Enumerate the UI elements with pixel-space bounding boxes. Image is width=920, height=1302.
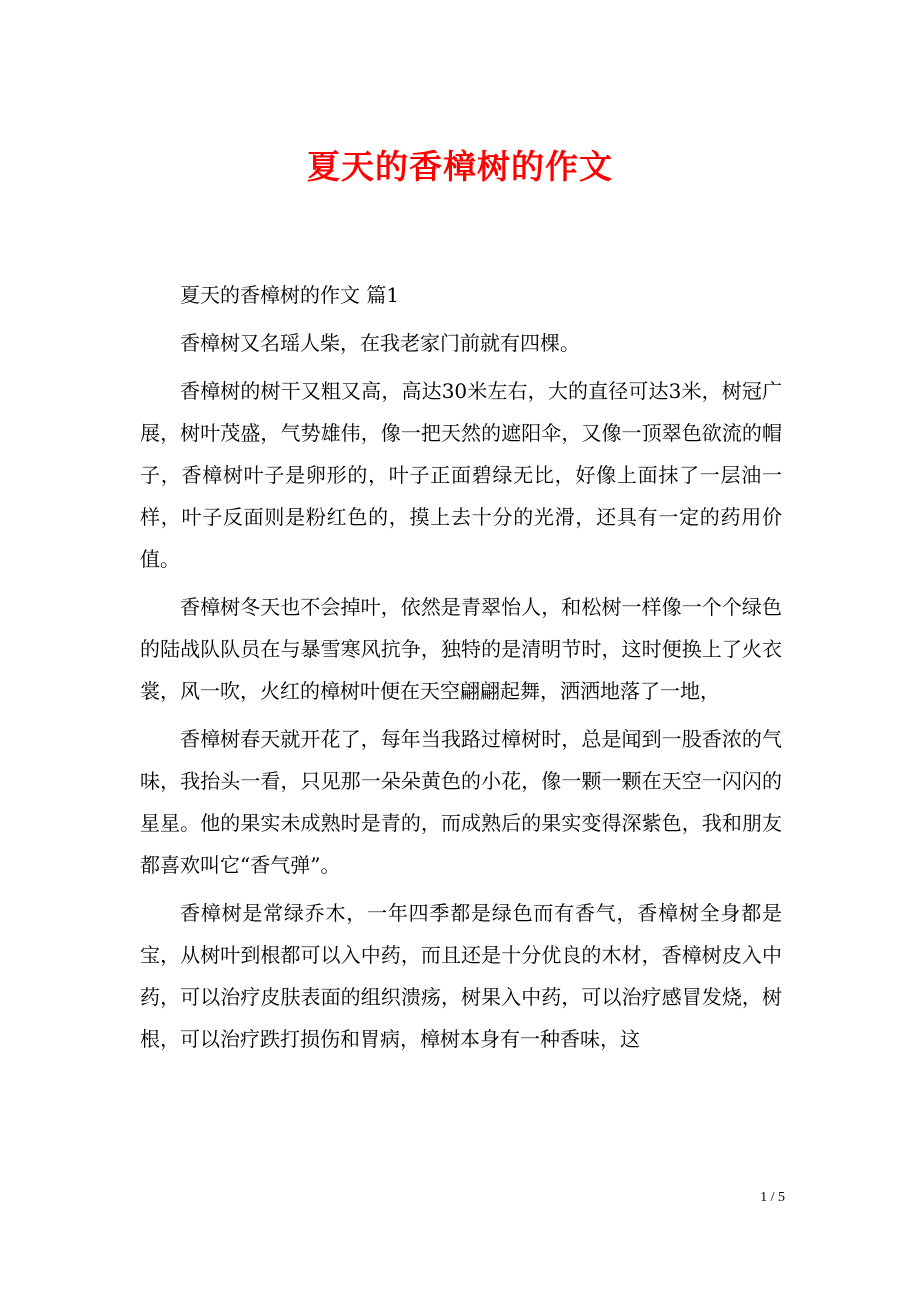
section-heading: 夏天的香樟树的作文 篇1 xyxy=(180,283,400,307)
paragraph: 香樟树春天就开花了，每年当我路过樟树时，总是闻到一股香浓的气味，我抬头一看，只见那一朵朵黄色的小花，像一颗一颗在天空一闪闪的星星。他的果实未成熟时是青的，而成熟后的果实变得深紫色，我和朋友都喜欢叫它“香气弹”。 xyxy=(140,727,782,877)
paragraph: 香樟树冬天也不会掉叶，依然是青翠怡人，和松树一样像一个个绿色的陆战队队员在与暴雪寒风抗争，独特的是清明节时，这时便换上了火衣裳，风一吹，火红的樟树叶便在天空翩翩起舞，洒洒地落了一地， xyxy=(140,595,782,703)
paragraph: 香樟树又名瑶人柴，在我老家门前就有四棵。 xyxy=(180,331,580,355)
paragraph: 香樟树是常绿乔木，一年四季都是绿色而有香气，香樟树全身都是宝，从树叶到根都可以入中药，而且还是十分优良的木材，香樟树皮入中药，可以治疗皮肤表面的组织溃疡，树果入中药，可以治疗感冒发烧，树根，可以治疗跌打损伤和胃病，樟树本身有一种香味，这 xyxy=(140,901,782,1051)
page-number: 1 / 5 xyxy=(760,1190,785,1205)
document-title: 夏天的香樟树的作文 xyxy=(307,147,613,186)
paragraph: 香樟树的树干又粗又高，高达30米左右，大的直径可达3米，树冠广展，树叶茂盛，气势雄伟，像一把天然的遮阳伞，又像一顶翠色欲流的帽子，香樟树叶子是卵形的，叶子正面碧绿无比，好像上面抹了一层油一样，叶子反面则是粉红色的，摸上去十分的光滑，还具有一定的药用价值。 xyxy=(140,379,782,571)
document-body xyxy=(140,274,782,1066)
